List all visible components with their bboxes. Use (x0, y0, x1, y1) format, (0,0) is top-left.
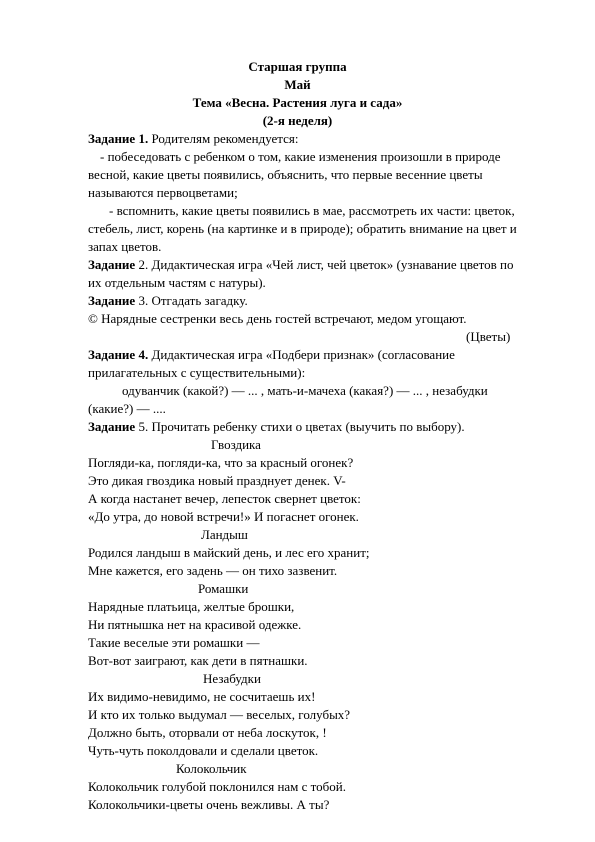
poem-title: Ромашки (198, 581, 249, 596)
task2-heading (88, 256, 514, 273)
task1-line: запах цветов. (88, 239, 162, 254)
task2-text: 2. Дидактическая игра «Чей лист, чей цветок» (узнавание цветов по (135, 257, 514, 272)
task2-line: их отдельным частям с натуры). (88, 275, 266, 290)
task4-line: одуванчик (какой?) — ... , мать-и-мачеха (какая?) — ... , незабудки (122, 383, 488, 398)
task1-label: Задание 1. (88, 131, 149, 146)
poem-line: А когда настанет вечер, лепесток свернет цветок: (88, 491, 361, 506)
task1-line: стебель, лист, корень (на картинке и в природе); обратить внимание на цвет и (88, 221, 517, 236)
task1-intro: Родителям рекомендуется: (148, 131, 299, 146)
riddle-text: © Нарядные сестренки весь день гостей встречают, медом угощают. (88, 311, 467, 326)
poem-line: «До утра, до новой встречи!» И погаснет огонек. (88, 509, 359, 524)
poem-line: Ни пятнышка нет на красивой одежке. (88, 617, 302, 632)
task4-label: Задание 4. (88, 347, 149, 362)
task5-heading (88, 418, 465, 435)
task4-line: прилагательных с существительными): (88, 365, 306, 380)
poem-line: Мне кажется, его задень — он тихо зазвенит. (88, 563, 338, 578)
task1-line: называются первоцветами; (88, 185, 238, 200)
task3-label: Задание (88, 293, 136, 308)
task4-heading (88, 346, 455, 363)
task2-label: Задание (88, 257, 136, 272)
poem-line: Их видимо-невидимо, не сосчитаешь их! (88, 689, 316, 704)
poem-line: И кто их только выдумал — веселых, голубых? (88, 707, 351, 722)
poem-line: Колокольчик голубой поклонился нам с тобой. (88, 779, 347, 794)
poem-line: Такие веселые эти ромашки — (88, 635, 260, 650)
topic-title: Тема «Весна. Растения луга и сада» (192, 95, 403, 110)
riddle-answer: (Цветы) (466, 329, 511, 344)
poem-line: Чуть-чуть поколдовали и сделали цветок. (88, 743, 319, 758)
poem-title: Гвоздика (211, 437, 261, 452)
task4-text: Дидактическая игра «Подбери признак» (согласование (148, 347, 455, 362)
task1-line: весной, какие цветы появились, объяснить, что первые весенние цветы (88, 167, 483, 182)
week-title: (2-я неделя) (262, 113, 333, 128)
poem-title: Ландыш (201, 527, 248, 542)
poem-line: Погляди-ка, погляди-ка, что за красный огонек? (88, 455, 354, 470)
task1-line: - побеседовать с ребенком о том, какие изменения произошли в природе (100, 149, 501, 164)
task5-label: Задание (88, 419, 136, 434)
poem-line: Родился ландыш в майский день, и лес его хранит; (88, 545, 370, 560)
group-title: Старшая группа (248, 59, 347, 74)
poem-line: Колокольчики-цветы очень вежливы. А ты? (88, 797, 330, 812)
poem-line: Нарядные платьица, желтые брошки, (88, 599, 295, 614)
month-title: Май (284, 77, 311, 92)
task1-heading (88, 130, 299, 147)
poem-line: Должно быть, оторвали от неба лоскуток, ! (88, 725, 327, 740)
task5-text: 5. Прочитать ребенку стихи о цветах (выучить по выбору). (135, 419, 465, 434)
task1-line: - вспомнить, какие цветы появились в мае, рассмотреть их части: цветок, (109, 203, 515, 218)
poem-title: Колокольчик (176, 761, 247, 776)
poem-line: Это дикая гвоздика новый празднует денек. V- (88, 473, 346, 488)
poem-line: Вот-вот заиграют, как дети в пятнашки. (88, 653, 308, 668)
poem-title: Незабудки (203, 671, 261, 686)
task3-text: 3. Отгадать загадку. (135, 293, 248, 308)
task4-line: (какие?) — .... (88, 401, 166, 416)
task3-heading (88, 292, 248, 309)
